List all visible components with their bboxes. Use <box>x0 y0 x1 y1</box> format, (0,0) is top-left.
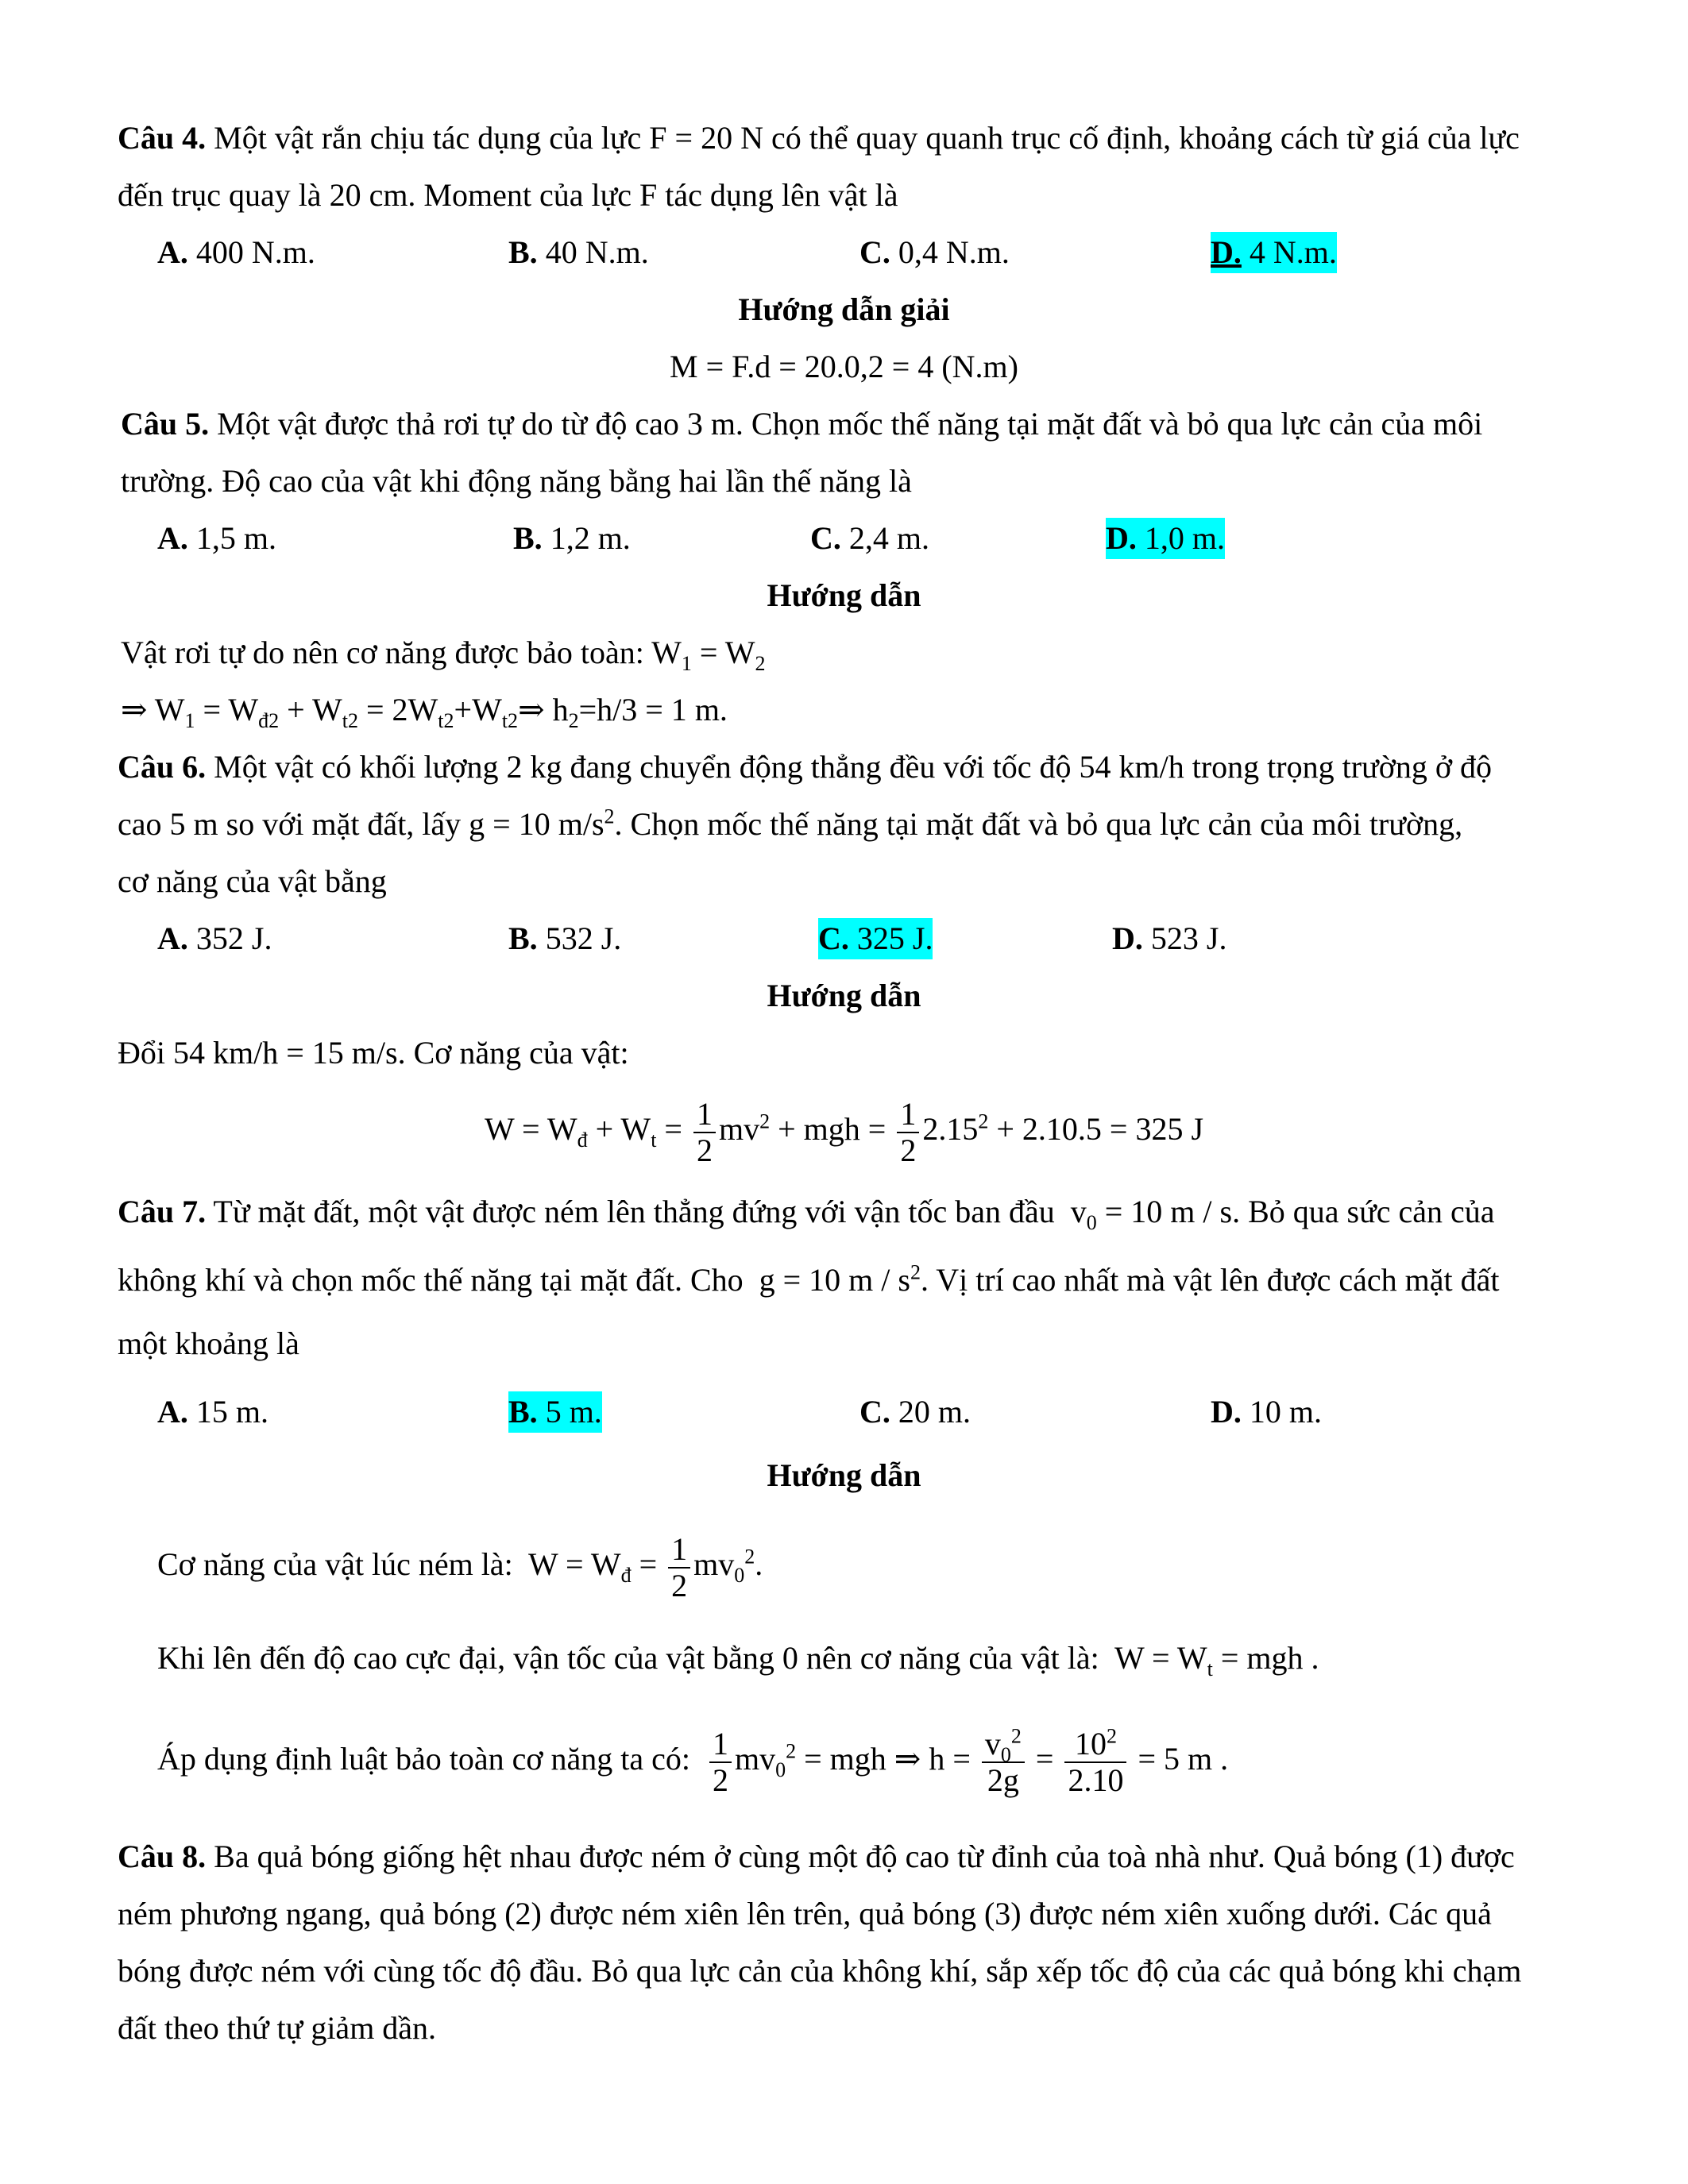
q5-sol2-unit: m. <box>694 692 728 727</box>
q6-text-2a: cao 5 m so với mặt đất, lấy g = 10 m/s <box>118 806 605 842</box>
q7-solution-1: Cơ năng của vật lúc ném là: $W = W_đ$ = $\frac{1}{2}$ $mv_0^2$. <box>157 1530 763 1603</box>
q7-option-a <box>157 1391 268 1433</box>
q6-energy-formula: $W = W_đ + W_t$ = $\frac{1}{2}$ $mv^2$ + mgh = $\frac{1}{2}$ $2.15^2 + 2.10.5 = 325$ J <box>484 1095 1204 1168</box>
q7-text-1a: Từ mặt đất, một vật được ném lên thẳng đứng với vận tốc ban đầu <box>206 1194 1055 1229</box>
q6-line-1 <box>118 747 1688 788</box>
option-letter: C. <box>818 920 849 956</box>
q4-text-1: Một vật rắn chịu tác dụng của lực F = 20 N có thể quay quanh trục cố định, khoảng cách từ giá của lực <box>206 120 1520 156</box>
q7-line-1: Câu 7. Từ mặt đất, một vật được ném lên thẳng đứng với vận tốc ban đầu $v_0 = 10$ m / s. Bỏ qua sức cản của <box>118 1194 1495 1234</box>
q8-label: Câu 8. <box>118 1839 207 1874</box>
q6-option-b <box>508 918 621 959</box>
option-letter: C. <box>810 520 841 556</box>
q5-line-1 <box>121 403 1688 445</box>
q8-text-3: bóng được ném với cùng tốc độ đầu. Bỏ qua lực cản của không khí, sắp xếp tốc độ của các quả bóng khi chạm <box>118 1953 1522 1989</box>
q6-option-d <box>1112 918 1226 959</box>
q4-option-d-correct <box>1211 232 1337 273</box>
option-letter: D. <box>1211 234 1242 270</box>
q4-option-c <box>859 232 1010 273</box>
fraction-half: $\frac{1}{2}$ <box>709 1727 732 1798</box>
q5-solution-2: ⇒ $W_1 = W_{đ2} + W_{t2}$ = $2W_{t2}+W_{t2}\Rightarrow$ $h_2=h/3 = 1$ m. <box>121 692 728 732</box>
q7-option-c <box>859 1391 971 1433</box>
q7-line-2: không khí và chọn mốc thế năng tại mặt đất. Cho g = 10 m / $s^2$. Vị trí cao nhất mà vật lên được cách mặt đất <box>118 1260 1500 1298</box>
option-letter: B. <box>508 234 538 270</box>
q7-guide-title: Hướng dẫn <box>767 1457 921 1493</box>
q5-text-1: Một vật được thả rơi tự do từ độ cao 3 m. Chọn mốc thế năng tại mặt đất và bỏ qua lực cản của môi <box>209 406 1483 442</box>
option-letter: B. <box>508 920 538 956</box>
q4-guide-title: Hướng dẫn giải <box>738 291 950 327</box>
q7-text-2a: không khí và chọn mốc thế năng tại mặt đất. Cho <box>118 1262 744 1298</box>
q5-option-d-correct <box>1106 518 1225 559</box>
q5-option-c <box>810 518 929 559</box>
option-letter: B. <box>513 520 543 556</box>
fraction-half: $\frac{1}{2}$ <box>897 1097 919 1168</box>
option-text: 400 N.m. <box>187 234 315 270</box>
q4-line-1 <box>118 118 1688 159</box>
q6-option-a <box>157 918 272 959</box>
q6-line-2: cao 5 m so với mặt đất, lấy g = 10 $m/s^2$. Chọn mốc thế năng tại mặt đất và bỏ qua lực cản của môi trường, <box>118 805 1463 842</box>
option-text: 352 J. <box>187 920 272 956</box>
option-text: 0,4 N.m. <box>890 234 1010 270</box>
option-text: 10 m. <box>1241 1394 1323 1430</box>
q6-option-c-correct <box>818 918 933 959</box>
option-text: 1,0 m. <box>1136 520 1226 556</box>
option-text: 523 J. <box>1142 920 1227 956</box>
option-text: 4 N.m. <box>1241 234 1337 270</box>
option-letter: D. <box>1106 520 1137 556</box>
option-text: 2,4 m. <box>840 520 930 556</box>
fraction-10sq-over-2-10: $\frac{10^2}{2.10}$ <box>1064 1727 1126 1798</box>
option-text: 5 m. <box>537 1394 602 1430</box>
q8-line-1 <box>118 1836 1688 1877</box>
option-letter: A. <box>157 520 188 556</box>
q7-option-d <box>1211 1391 1322 1433</box>
fraction-half: $\frac{1}{2}$ <box>668 1532 690 1603</box>
q7-solution-3: Áp dụng định luật bảo toàn cơ năng ta có: $\frac{1}{2}$ $mv_0^2$ = mgh ⇒ h = $\frac{v_0^2}{2g}$ = $\frac{10^2}{2.10}$ = 5 m . <box>157 1724 1229 1798</box>
option-text: 325 J. <box>848 920 933 956</box>
q6-solution-1: Đổi 54 km/h = 15 m/s. Cơ năng của vật: <box>118 1035 629 1071</box>
q7-text-3: một khoảng là <box>118 1325 299 1361</box>
q7-sol1-text: Cơ năng của vật lúc ném là: <box>157 1546 513 1582</box>
q6-text-2b: . Chọn mốc thế năng tại mặt đất và bỏ qua lực cản của môi trường, <box>614 806 1463 842</box>
q6-label: Câu 6. <box>118 749 207 785</box>
q5-guide-title: Hướng dẫn <box>767 577 921 613</box>
q5-text-2: trường. Độ cao của vật khi động năng bằng hai lần thế năng là <box>121 463 912 499</box>
q5-sol2-text: ⇒ W <box>121 692 185 727</box>
option-text: 40 N.m. <box>537 234 649 270</box>
q4-option-a <box>157 232 315 273</box>
option-letter: C. <box>859 1394 890 1430</box>
option-text: 20 m. <box>890 1394 971 1430</box>
q8-text-4: đất theo thứ tự giảm dần. <box>118 2010 437 2046</box>
option-letter: A. <box>157 1394 188 1430</box>
option-text: 15 m. <box>187 1394 269 1430</box>
q5-option-b <box>513 518 631 559</box>
q4-solution: M = F.d = 20.0,2 = 4 (N.m) <box>670 349 1018 384</box>
q7-sol2-text: Khi lên đến độ cao cực đại, vận tốc của vật bằng 0 nên cơ năng của vật là: <box>157 1640 1099 1676</box>
q4-label: Câu 4. <box>118 120 207 156</box>
q5-option-a <box>157 518 276 559</box>
q7-text-2b: . Vị trí cao nhất mà vật lên được cách mặt đất <box>920 1262 1500 1298</box>
option-letter: C. <box>859 234 890 270</box>
q4-option-b <box>508 232 649 273</box>
q7-sol3-text: Áp dụng định luật bảo toàn cơ năng ta có: <box>157 1741 690 1777</box>
q7-option-b-correct <box>508 1391 602 1433</box>
option-text: 1,5 m. <box>187 520 277 556</box>
q4-text-2: đến trục quay là 20 cm. Moment của lực F tác dụng lên vật là <box>118 177 898 213</box>
option-text: 1,2 m. <box>542 520 631 556</box>
option-letter: A. <box>157 920 188 956</box>
q8-text-1: Ba quả bóng giống hệt nhau được ném ở cùng một độ cao từ đỉnh của toà nhà như. Quả bóng (1) được <box>206 1839 1515 1874</box>
fraction-v0sq-over-2g: $\frac{v_0^2}{2g}$ <box>982 1727 1025 1798</box>
q5-sol1-text: Vật rơi tự do nên cơ năng được bảo toàn: W <box>121 635 682 670</box>
q5-label: Câu 5. <box>121 406 210 442</box>
option-letter: D. <box>1211 1394 1242 1430</box>
q6-guide-title: Hướng dẫn <box>767 978 921 1013</box>
option-letter: D. <box>1112 920 1143 956</box>
q7-solution-2: Khi lên đến độ cao cực đại, vận tốc của vật bằng 0 nên cơ năng của vật là: $W = W_t$ = mgh . <box>157 1640 1319 1680</box>
q8-text-2: ném phương ngang, quả bóng (2) được ném xiên lên trên, quả bóng (3) được ném xiên xuống dưới. Các quả <box>118 1896 1492 1931</box>
q6-text-1: Một vật có khối lượng 2 kg đang chuyển động thẳng đều với tốc độ 54 km/h trong trọng trường ở độ <box>206 749 1493 785</box>
q7-label: Câu 7. <box>118 1194 207 1229</box>
q6-text-3: cơ năng của vật bằng <box>118 863 387 899</box>
fraction-half: $\frac{1}{2}$ <box>693 1097 716 1168</box>
q7-text-1b: . Bỏ qua sức cản của <box>1232 1194 1495 1229</box>
option-letter: B. <box>508 1394 538 1430</box>
option-letter: A. <box>157 234 188 270</box>
q5-solution-1: Vật rơi tự do nên cơ năng được bảo toàn: $W_1 = W_2$ <box>121 635 766 675</box>
option-text: 532 J. <box>537 920 622 956</box>
